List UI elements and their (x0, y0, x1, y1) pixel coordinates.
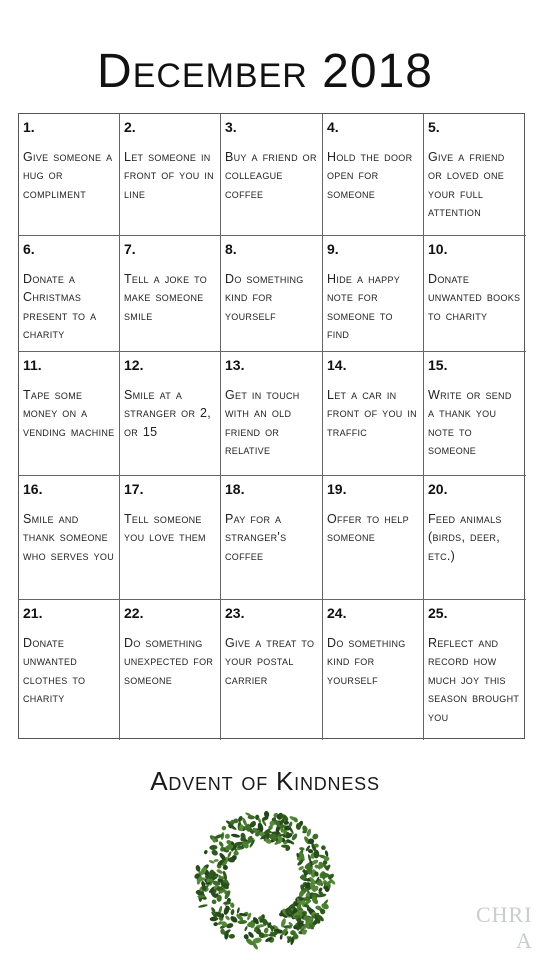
day-number: 12. (124, 357, 144, 373)
calendar-cell (221, 476, 323, 600)
kindness-task: Reflect and record how much joy this season brought you (428, 636, 520, 724)
kindness-task: Smile and thank someone who serves you (23, 512, 114, 563)
calendar-cell (19, 600, 120, 740)
kindness-task: Let someone in front of you in line (124, 150, 214, 201)
day-number: 18. (225, 481, 245, 497)
kindness-task: Pay for a stranger's coffee (225, 512, 287, 563)
calendar-cell (424, 114, 526, 236)
kindness-task: Write or send a thank you note to someone (428, 388, 512, 458)
wreath-icon (190, 805, 340, 955)
calendar-cell (120, 114, 221, 236)
page-title: December 2018 (97, 45, 433, 98)
calendar-cell (424, 352, 526, 476)
day-number: 17. (124, 481, 144, 497)
kindness-task: Tell someone you love them (124, 512, 206, 545)
kindness-task: Tape some money on a vending machine (23, 388, 115, 439)
kindness-task: Give someone a hug or compliment (23, 150, 113, 201)
kindness-task: Donate unwanted clothes to charity (23, 636, 86, 706)
day-number: 22. (124, 605, 144, 621)
calendar-cell (424, 476, 526, 600)
kindness-task: Hold the door open for someone (327, 150, 413, 201)
calendar-cell (424, 236, 526, 352)
day-number: 3. (225, 119, 237, 135)
day-number: 23. (225, 605, 245, 621)
calendar-cell (120, 476, 221, 600)
kindness-task: Smile at a stranger or 2, or 15 (124, 388, 212, 439)
day-number: 13. (225, 357, 245, 373)
kindness-task: Let a car in front of you in traffic (327, 388, 417, 439)
kindness-task: Get in touch with an old friend or relative (225, 388, 300, 458)
day-number: 4. (327, 119, 339, 135)
kindness-task: Buy a friend or colleague coffee (225, 150, 317, 201)
calendar-cell (19, 352, 120, 476)
day-number: 2. (124, 119, 136, 135)
calendar-cell (19, 114, 120, 236)
watermark-line-1: CHRI (476, 902, 533, 927)
kindness-task: Donate a Christmas present to a charity (23, 272, 97, 342)
calendar-cell (323, 352, 424, 476)
day-number: 7. (124, 241, 136, 257)
calendar-cell (424, 600, 526, 740)
kindness-task: Hide a happy note for someone to find (327, 272, 401, 342)
calendar-cell (120, 352, 221, 476)
calendar-cell (120, 600, 221, 740)
kindness-task: Offer to help someone (327, 512, 409, 545)
watermark-line-2: A (516, 928, 533, 953)
day-number: 9. (327, 241, 339, 257)
calendar-cell (221, 236, 323, 352)
kindness-task: Donate unwanted books to charity (428, 272, 521, 323)
calendar-cell (221, 352, 323, 476)
calendar-cell (19, 476, 120, 600)
watermark (476, 902, 536, 954)
kindness-task: Do something unexpected for someone (124, 636, 214, 687)
day-number: 25. (428, 605, 448, 621)
calendar-cell (19, 236, 120, 352)
calendar-cell (221, 114, 323, 236)
day-number: 1. (23, 119, 35, 135)
kindness-task: Feed animals (birds, deer, etc.) (428, 512, 502, 563)
calendar-cell (323, 236, 424, 352)
kindness-task: Give a treat to your postal carrier (225, 636, 315, 687)
day-number: 6. (23, 241, 35, 257)
day-number: 11. (23, 357, 42, 373)
subtitle: Advent of Kindness (150, 766, 380, 796)
kindness-task: Give a friend or loved one your full attention (428, 150, 505, 220)
day-number: 15. (428, 357, 448, 373)
kindness-task: Do something kind for yourself (225, 272, 304, 323)
kindness-task: Tell a joke to make someone smile (124, 272, 208, 323)
day-number: 14. (327, 357, 347, 373)
kindness-task: Do something kind for yourself (327, 636, 406, 687)
calendar-cell (323, 114, 424, 236)
calendar-cell (221, 600, 323, 740)
calendar-cell (323, 476, 424, 600)
day-number: 20. (428, 481, 448, 497)
calendar-cell (323, 600, 424, 740)
day-number: 5. (428, 119, 440, 135)
day-number: 21. (23, 605, 43, 621)
day-number: 10. (428, 241, 448, 257)
day-number: 19. (327, 481, 347, 497)
day-number: 24. (327, 605, 347, 621)
day-number: 8. (225, 241, 237, 257)
day-number: 16. (23, 481, 43, 497)
calendar-cell (120, 236, 221, 352)
calendar-grid (18, 113, 525, 739)
